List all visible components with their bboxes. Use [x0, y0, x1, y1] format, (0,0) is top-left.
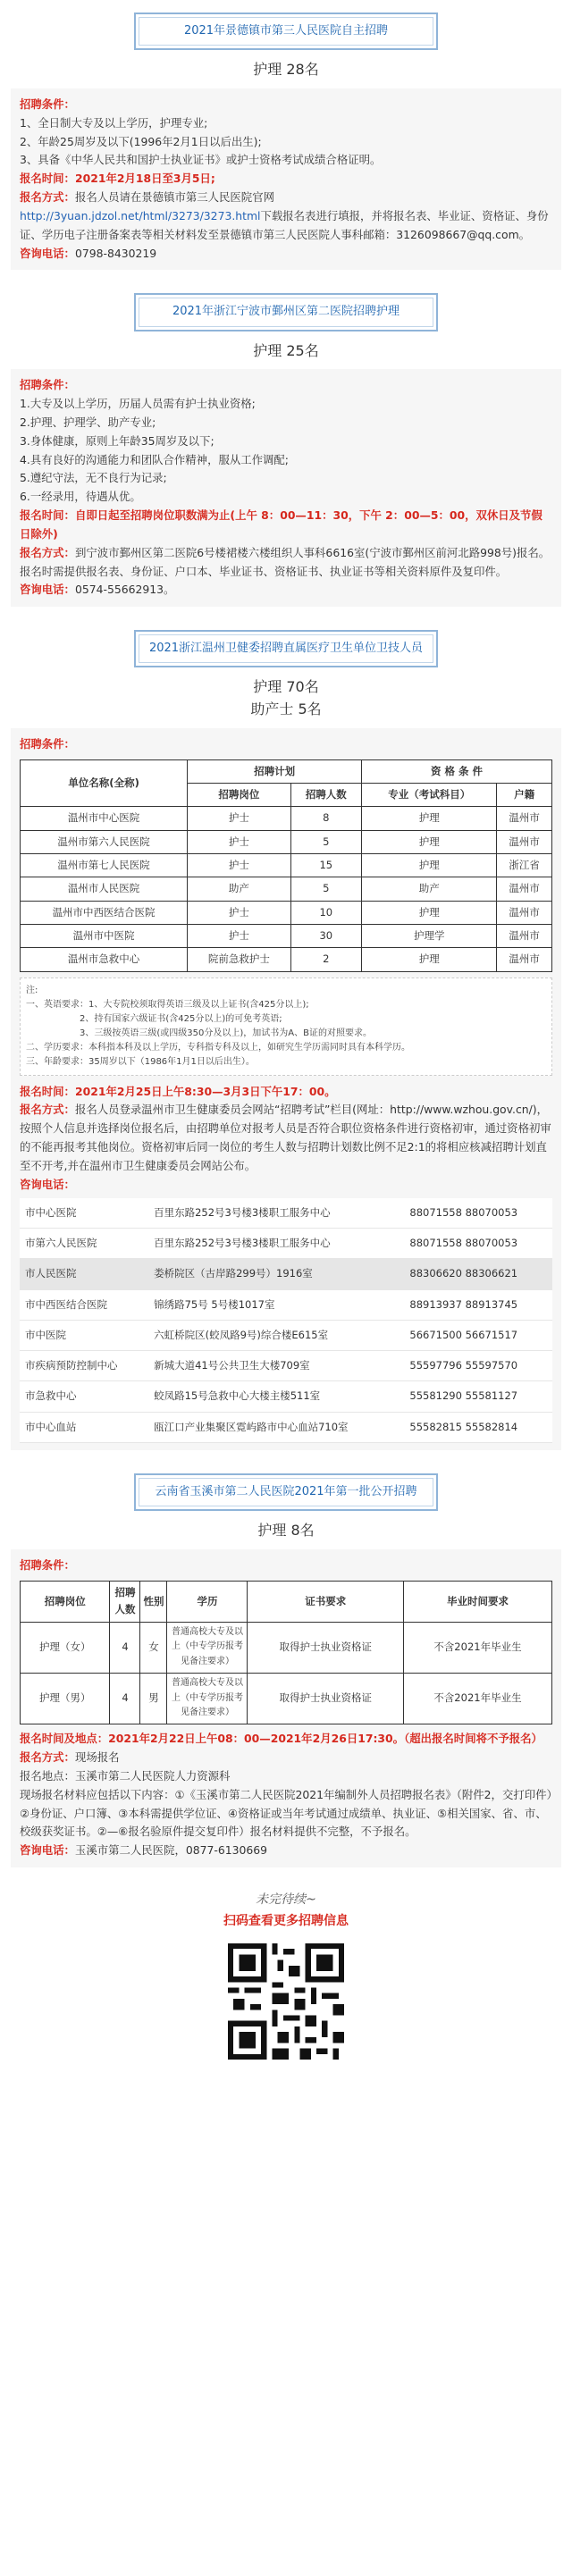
cell: 男 [140, 1673, 167, 1724]
section-banner [134, 13, 438, 50]
section-yuxi [0, 1461, 572, 1878]
label: 咨询电话： [20, 246, 75, 260]
label: 报名方式： [20, 1103, 75, 1117]
cell: 温州市 [497, 807, 552, 830]
cell: 市第六人民医院 [20, 1228, 148, 1258]
note-line: 一、英语要求：1、大专院校须取得英语三级及以上证书(含425分以上); [26, 999, 309, 1010]
time-value: 自即日起至招聘岗位职数满为止(上午 8：00—11：30，下午 2：00—5：00，双休日及节假日除外) [20, 508, 543, 541]
table-row [21, 901, 552, 924]
table-row [21, 807, 552, 830]
table-row [20, 1320, 552, 1350]
table-row [21, 877, 552, 901]
label: 咨询电话： [20, 1843, 75, 1858]
position-count: 助产士 5名 [250, 701, 322, 718]
cell: 4 [110, 1673, 140, 1724]
cell: 护士 [188, 901, 290, 924]
position-count: 护理 28名 [253, 61, 319, 79]
th-edu: 学历 [167, 1581, 248, 1622]
info-box [11, 1549, 561, 1867]
cell: 30 [290, 925, 362, 948]
cell: 护士 [188, 854, 290, 877]
cell: 护理 [362, 854, 497, 877]
label: 报名时间： [20, 1084, 75, 1098]
th-post: 招聘岗位 [21, 1581, 110, 1622]
cell: 六虹桥院区(蛟凤路9号)综合楼E615室 [148, 1320, 404, 1350]
cell: 护士 [188, 925, 290, 948]
position-count: 护理 25名 [253, 341, 319, 359]
cell: 市中心血站 [20, 1412, 148, 1442]
hospital-link[interactable]: http://3yuan.jdzol.net/html/3273/3273.html [20, 208, 261, 222]
table-row [20, 1351, 552, 1381]
time-value: 2021年2月18日至3月5日; [74, 172, 215, 186]
cell: 新城大道41号公共卫生大楼709室 [148, 1351, 404, 1381]
req-item: 3、具备《中华人民共和国护士执业证书》或护士资格考试成绩合格证明。 [20, 153, 382, 167]
cell: 温州市 [497, 925, 552, 948]
section-wenzhou [0, 617, 572, 1461]
position-count: 护理 8名 [257, 1522, 315, 1540]
cell: 5 [290, 830, 362, 853]
table-row [20, 1228, 552, 1258]
cell: 助产 [188, 877, 290, 901]
note-line: 2、持有国家六级证书(含425分以上)的可免考英语; [80, 1013, 282, 1024]
cell: 市中西医结合医院 [20, 1289, 148, 1320]
qr-code-icon[interactable] [228, 1943, 344, 2060]
cell: 88913937 88913745 [404, 1289, 552, 1320]
method-rest: 下载报名表进行填报，并将报名表、毕业证、资格证、身份证、学历电子注册备案表等相关材料发至景德镇市第三人民医院人事科邮箱：3126098667@qq.com。 [20, 208, 549, 241]
phone: 玉溪市第二人民医院，0877-6130669 [74, 1843, 268, 1858]
label: 咨询电话： [20, 583, 75, 597]
req-item: 6.一经录用，待遇从优。 [20, 490, 141, 504]
section-ningbo [0, 281, 572, 617]
cell: 护士 [188, 807, 290, 830]
cell: 助产 [362, 877, 497, 901]
cell: 取得护士执业资格证 [248, 1673, 403, 1724]
th-cert: 证书要求 [248, 1581, 403, 1622]
cell: 不含2021年毕业生 [403, 1673, 551, 1724]
footer-scan-text: 扫码查看更多招聘信息 [223, 1913, 349, 1928]
req-item: 5.遵纪守法，无不良行为记录; [20, 471, 167, 485]
cell: 护理学 [362, 925, 497, 948]
method: 现场报名 [74, 1750, 120, 1765]
cell: 护理 [362, 807, 497, 830]
cell: 浙江省 [497, 854, 552, 877]
table-row [20, 1259, 552, 1289]
label: 报名时间及地点： [20, 1732, 109, 1746]
cell: 55582815 55582814 [404, 1412, 552, 1442]
req-item: 3.身体健康，原则上年龄35周岁及以下; [20, 433, 214, 448]
label: 招聘条件： [20, 96, 75, 111]
cell: 护理 [362, 948, 497, 971]
cell: 温州市 [497, 877, 552, 901]
th-unit: 单位名称(全称) [21, 759, 188, 807]
cell: 55581290 55581127 [404, 1381, 552, 1412]
cell: 娄桥院区（古岸路299号）1916室 [148, 1259, 404, 1289]
section-title: 2021浙江温州卫健委招聘直属医疗卫生单位卫技人员 [139, 634, 433, 663]
note-line: 3、三级按英语三级(或四级350分及以上)，加试书为A、B证的对照要求。 [80, 1028, 372, 1038]
req-item: 2、年龄25周岁及以下(1996年2月1日以后出生); [20, 134, 262, 148]
section-banner [134, 630, 438, 667]
section-jdz [0, 0, 572, 281]
label: 报名方式： [20, 1750, 75, 1765]
cell: 百里东路252号3号楼3楼职工服务中心 [148, 1228, 404, 1258]
table-row [20, 1198, 552, 1229]
cell: 蛟凤路15号急救中心大楼主楼511室 [148, 1381, 404, 1412]
cell: 温州市第七人民医院 [21, 854, 188, 877]
table-notes [20, 978, 552, 1076]
table-row [21, 854, 552, 877]
table-row [21, 925, 552, 948]
cell: 温州市 [497, 901, 552, 924]
req-item: 1.大专及以上学历，历届人员需有护士执业资格; [20, 397, 256, 411]
cell: 护理 [362, 830, 497, 853]
label: 报名方式： [20, 545, 75, 559]
table-row [21, 948, 552, 971]
label: 招聘条件： [20, 1558, 75, 1573]
cell: 温州市中西医结合医院 [21, 901, 188, 924]
th-huji: 户籍 [497, 784, 552, 807]
th-num: 招聘人数 [290, 784, 362, 807]
cell: 2 [290, 948, 362, 971]
cell: 不含2021年毕业生 [403, 1622, 551, 1673]
section-title: 2021年浙江宁波市鄞州区第二医院招聘护理 [139, 298, 433, 326]
place-text: 到宁波市鄞州区第二医院6号楼裙楼六楼组织人事科6616室(宁波市鄞州区前河北路998号)报名。报名时需提供报名表、身份证、户口本、毕业证书、资格证书、执业证书等相关资料原件及复印件。 [20, 545, 551, 578]
cell: 温州市 [497, 948, 552, 971]
cell: 市人民医院 [20, 1259, 148, 1289]
time-value: 2021年2月25日上午8:30—3月3日下午17：00。 [74, 1084, 336, 1098]
cell: 瓯江口产业集聚区霓屿路市中心血站710室 [148, 1412, 404, 1442]
th-num: 招聘人数 [110, 1581, 140, 1622]
cell: 院前急救护士 [188, 948, 290, 971]
plan-table [20, 759, 552, 972]
contact-table [20, 1198, 552, 1444]
cell: 护理（女） [21, 1622, 110, 1673]
cell: 市中心医院 [20, 1198, 148, 1229]
label: 报名时间： [20, 172, 75, 186]
phone: 0798-8430219 [74, 246, 157, 260]
cell: 护士 [188, 830, 290, 853]
label: 报名方式： [20, 190, 75, 205]
section-title: 2021年景德镇市第三人民医院自主招聘 [139, 17, 433, 46]
cell: 温州市急救中心 [21, 948, 188, 971]
cell: 市疾病预防控制中心 [20, 1351, 148, 1381]
cell: 取得护士执业资格证 [248, 1622, 403, 1673]
cell: 55597796 55597570 [404, 1351, 552, 1381]
req-item: 4.具有良好的沟通能力和团队合作精神，服从工作调配; [20, 452, 289, 466]
label: 招聘条件： [20, 378, 75, 392]
method-text: 报名人员登录温州市卫生健康委员会网站“招聘考试”栏目(网址：http://www.wzhou.gov.cn/)，按照个人信息并选择岗位报名后，由招聘单位对报考人员是否符合职位资格条件进行资格初审，通过资格初审的不能再报考其他岗位。资格初审后同一岗位的考生人数与招聘计划数比例不足2:1的将相应核减招聘计划直至不开考,并在温州市卫生健康委员会网站公布。 [20, 1103, 551, 1172]
cell: 56671500 56671517 [404, 1320, 552, 1350]
position-table [20, 1581, 552, 1724]
req-item: 1、全日制大专及以上学历，护理专业; [20, 115, 208, 130]
th-major: 专业（考试科目） [362, 784, 497, 807]
time-value: 2021年2月22日上午08：00—2021年2月26日17:30。（超出报名时间将不予报名） [108, 1732, 543, 1746]
position-count: 护理 70名 [253, 678, 319, 696]
cell: 百里东路252号3号楼3楼职工服务中心 [148, 1198, 404, 1229]
info-box [11, 369, 561, 607]
cell: 市中医院 [20, 1320, 148, 1350]
cell: 温州市人民医院 [21, 877, 188, 901]
cell: 5 [290, 877, 362, 901]
cell: 普通高校大专及以上（中专学历报考见备注要求） [167, 1622, 248, 1673]
method-text: 报名人员请在景德镇市第三人民医院官网 [74, 190, 274, 205]
footer-tbc: 未完待续~ [256, 1892, 316, 1908]
cell: 10 [290, 901, 362, 924]
label: 报名时间： [20, 508, 75, 523]
cell: 温州市 [497, 830, 552, 853]
th-sex: 性别 [140, 1581, 167, 1622]
section-banner [134, 293, 438, 331]
table-row [20, 1381, 552, 1412]
info-line: 报名地点：玉溪市第二人民医院人力资源科 [20, 1768, 231, 1783]
cell: 88306620 88306621 [404, 1259, 552, 1289]
table-row [21, 1673, 552, 1724]
table-row [21, 1622, 552, 1673]
cell: 8 [290, 807, 362, 830]
note-line: 注: [26, 985, 38, 995]
cell: 88071558 88070053 [404, 1198, 552, 1229]
cell: 普通高校大专及以上（中专学历报考见备注要求） [167, 1673, 248, 1724]
section-title: 云南省玉溪市第二人民医院2021年第一批公开招聘 [139, 1478, 433, 1506]
cell: 护理（男） [21, 1673, 110, 1724]
note-line: 三、年龄要求：35周岁以下（1986年1月1日以后出生）。 [26, 1056, 255, 1067]
cell: 4 [110, 1622, 140, 1673]
th-plan: 招聘计划 [188, 759, 362, 783]
th-cond: 资 格 条 件 [362, 759, 552, 783]
info-line: 现场报名材料应包括以下内容：①《玉溪市第二人民医院2021年编制外人员招聘报名表》（附件2，交打印件）②身份证、户口簿、③本科需提供学位证、④资格证或当年考试通过成绩单、执业证、⑤相关国家、省、市、校级获奖证书。②—⑥报名验原件提交复印件）报名材料提供不完整，不予报名。 [20, 1787, 552, 1839]
info-box [11, 88, 561, 270]
cell: 温州市中心医院 [21, 807, 188, 830]
th-grad: 毕业时间要求 [403, 1581, 551, 1622]
label: 招聘条件： [20, 737, 75, 751]
th-post: 招聘岗位 [188, 784, 290, 807]
cell: 温州市第六人民医院 [21, 830, 188, 853]
cell: 88071558 88070053 [404, 1228, 552, 1258]
cell: 女 [140, 1622, 167, 1673]
cell: 市急救中心 [20, 1381, 148, 1412]
section-banner [134, 1473, 438, 1511]
req-item: 2.护理、护理学、助产专业; [20, 415, 156, 429]
info-box [11, 728, 561, 1450]
label: 咨询电话： [20, 1177, 75, 1191]
table-row [20, 1289, 552, 1320]
cell: 温州市中医院 [21, 925, 188, 948]
cell: 护理 [362, 901, 497, 924]
footer [0, 1878, 572, 2079]
cell: 15 [290, 854, 362, 877]
table-row [20, 1412, 552, 1442]
table-row [21, 830, 552, 853]
note-line: 二、学历要求：本科指本科及以上学历，专科指专科及以上，如研究生学历需同时具有本科学历。 [26, 1042, 410, 1053]
phone: 0574-55662913。 [74, 583, 175, 597]
cell: 锦绣路75号 5号楼1017室 [148, 1289, 404, 1320]
